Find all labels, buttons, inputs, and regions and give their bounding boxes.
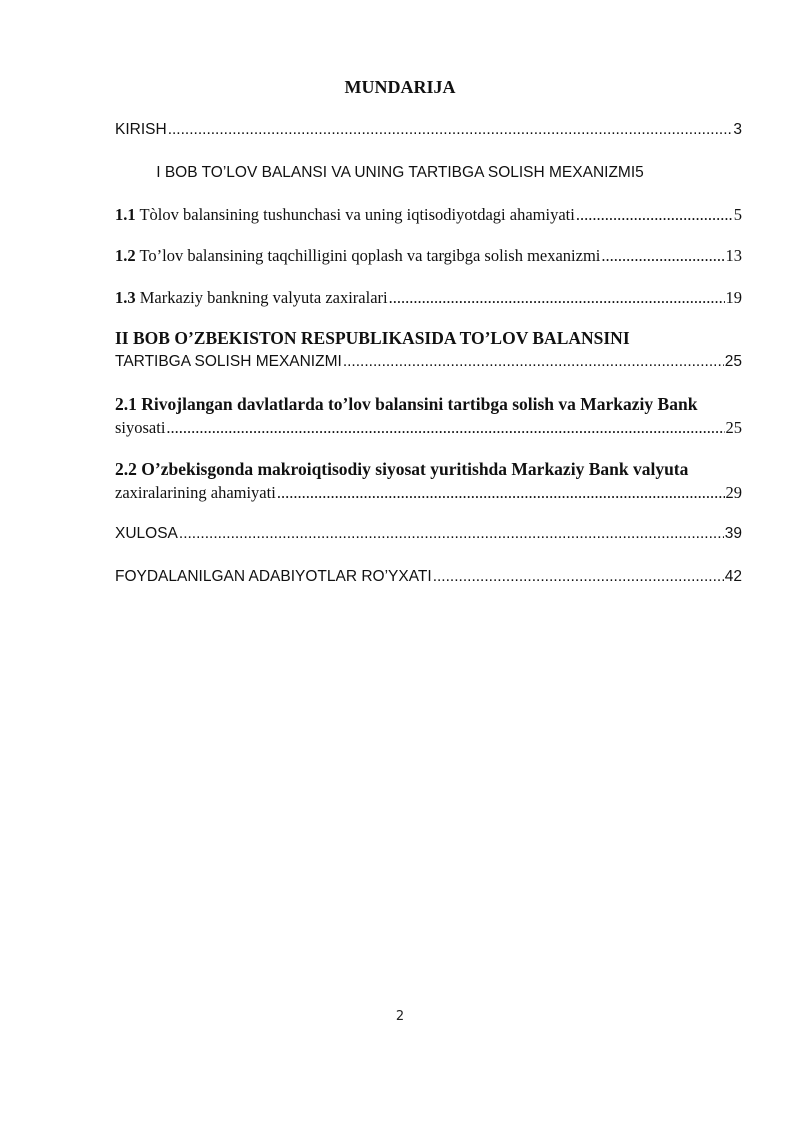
- dot-leader: [179, 523, 724, 545]
- toc-page-number: 5: [635, 164, 644, 181]
- toc-entry-label: TARTIBGA SOLISH MEXANIZMI: [115, 353, 342, 370]
- toc-entry-label: FOYDALANILGAN ADABIYOTLAR RO’YXATI: [115, 568, 432, 585]
- toc-entry-kirish[interactable]: [115, 119, 742, 143]
- page-number: 2: [395, 1009, 405, 1024]
- section-number: 1.2: [115, 246, 136, 265]
- toc-entry-2-2[interactable]: [115, 458, 742, 506]
- section-number: 1.1: [115, 205, 136, 224]
- dot-leader: [601, 245, 724, 267]
- toc-entry-2-1[interactable]: [115, 393, 742, 441]
- dot-leader: [343, 351, 724, 373]
- toc-entry-xulosa[interactable]: [115, 523, 742, 547]
- toc-entry-label: I BOB TO’LOV BALANSI VA UNING TARTIBGA SOLISH MEXANIZMI: [156, 164, 636, 181]
- toc-page-number: 5: [733, 205, 742, 224]
- toc-page-number: 29: [725, 483, 742, 502]
- toc-page-number: 25: [724, 353, 742, 370]
- toc-entry-heading: II BOB O’ZBEKISTON RESPUBLIKASIDA TO’LOV BALANSINI: [115, 328, 630, 348]
- toc-entry-chapter-1[interactable]: [0, 162, 800, 184]
- toc-entry-adabiyotlar[interactable]: [115, 566, 742, 590]
- toc-page-number: 42: [724, 568, 742, 585]
- toc-entry-1-3[interactable]: [115, 287, 742, 311]
- toc-entry-heading: 2.2 O’zbekisgonda makroiqtisodiy siyosat yuritishda Markaziy Bank valyuta: [115, 459, 689, 479]
- toc-page-number: 19: [725, 288, 742, 307]
- toc-entry-label: Markaziy bankning valyuta zaxiralari: [135, 288, 388, 307]
- toc-page-number: 3: [733, 121, 742, 138]
- dot-leader: [433, 566, 724, 588]
- toc-entry-chapter-2[interactable]: [115, 327, 742, 375]
- toc-entry-label: siyosati: [115, 418, 166, 437]
- section-number: 1.3: [115, 288, 136, 307]
- toc-entry-1-1[interactable]: [115, 204, 742, 228]
- dot-leader: [576, 204, 733, 226]
- toc-entry-label: XULOSA: [115, 525, 178, 542]
- dot-leader: [166, 417, 724, 439]
- toc-entry-label: KIRISH: [115, 121, 167, 138]
- toc-entry-heading: 2.1 Rivojlangan davlatlarda to’lov balansini tartibga solish va Markaziy Bank: [115, 394, 698, 414]
- dot-leader: [277, 482, 725, 504]
- toc-title: MUNDARIJA: [344, 77, 456, 97]
- dot-leader: [389, 287, 725, 309]
- toc-entry-label: To’lov balansining taqchilligini qoplash va targibga solish mexanizmi: [135, 246, 601, 265]
- toc-entry-label: Tòlov balansining tushunchasi va uning iqtisodiyotdagi ahamiyati: [135, 205, 575, 224]
- toc-page-number: 13: [725, 246, 742, 265]
- toc-entry-label: zaxiralarining ahamiyati: [115, 483, 276, 502]
- dot-leader: [168, 119, 733, 141]
- toc-page-number: 25: [725, 418, 742, 437]
- toc-entry-1-2[interactable]: [115, 245, 742, 269]
- toc-page-number: 39: [724, 525, 742, 542]
